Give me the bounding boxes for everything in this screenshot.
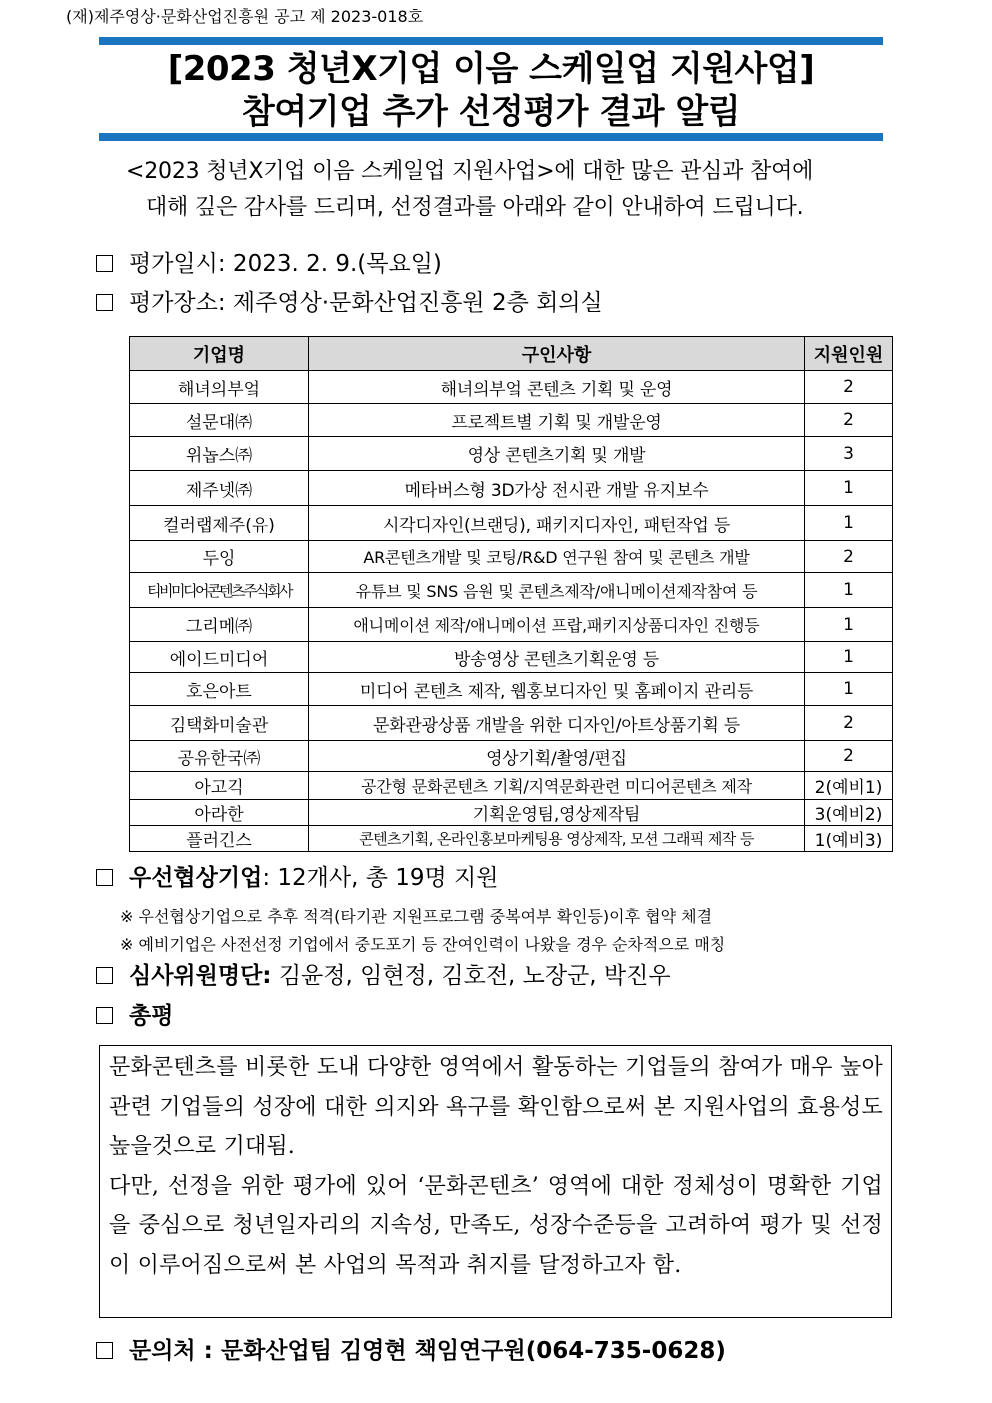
job-description: 방송영상 콘텐츠기획운영 등 xyxy=(309,642,805,673)
company-name: 해녀의부엌 xyxy=(130,371,309,404)
company-name: 컬러랩제주(유) xyxy=(130,506,309,541)
headcount: 1 xyxy=(805,673,893,706)
eval-date: 평가일시: 2023. 2. 9.(목요일) xyxy=(129,251,442,277)
table-row xyxy=(130,471,893,506)
company-name: 두잉 xyxy=(130,541,309,573)
eval-date-item xyxy=(96,249,442,279)
company-name: 티비미디어콘텐츠주식회사 xyxy=(130,573,309,608)
table-row xyxy=(130,437,893,471)
table-row xyxy=(130,573,893,608)
job-description: 애니메이션 제작/애니메이션 프랍,패키지상품디자인 진행등 xyxy=(309,608,805,642)
headcount: 2 xyxy=(805,541,893,573)
priority-item xyxy=(96,863,498,893)
note-priority: ※ 우선협상기업으로 추후 적격(타기관 지원프로그램 중복여부 확인등)이후 협약 체결 xyxy=(120,907,713,926)
table-row xyxy=(130,608,893,642)
review-label: 총평 xyxy=(129,1003,174,1029)
company-name: 위놉스㈜ xyxy=(130,437,309,471)
headcount: 1 xyxy=(805,506,893,541)
table-row xyxy=(130,506,893,541)
table-row xyxy=(130,800,893,826)
company-name: 에이드미디어 xyxy=(130,642,309,673)
company-name: 아라한 xyxy=(130,800,309,826)
table-row xyxy=(130,706,893,741)
page-title-line2: 참여기업 추가 선정평가 결과 알림 xyxy=(241,92,741,132)
contact-info: 문의처 : 문화산업팀 김영현 책임연구원(064-735-0628) xyxy=(129,1338,726,1364)
job-description: 공간형 문화콘텐츠 기획/지역문화관련 미디어콘텐츠 제작 xyxy=(309,772,805,800)
headcount: 2 xyxy=(805,371,893,404)
headcount: 1 xyxy=(805,608,893,642)
job-description: AR콘텐츠개발 및 코팅/R&D 연구원 참여 및 콘텐츠 개발 xyxy=(309,541,805,573)
job-description: 영상 콘텐츠기획 및 개발 xyxy=(309,437,805,471)
headcount: 3(예비2) xyxy=(805,800,893,826)
job-description: 영상기획/촬영/편집 xyxy=(309,741,805,772)
header-count: 지원인원 xyxy=(805,337,893,371)
review-paragraph-2: 다만, 선정을 위한 평가에 있어 ‘문화콘텐츠’ 영역에 대한 정체성이 명확한 기업을 중심으로 청년일자리의 지속성, 만족도, 성장수준등을 고려하여 평가 및 선정이 이루어짐으로써 본 사업의 목적과 취지를 달정하고자 함. xyxy=(109,1173,883,1278)
headcount: 1 xyxy=(805,471,893,506)
job-description: 시각디자인(브랜딩), 패키지디자인, 패턴작업 등 xyxy=(309,506,805,541)
company-table xyxy=(129,336,893,852)
headcount: 1 xyxy=(805,642,893,673)
company-name: 공유한국㈜ xyxy=(130,741,309,772)
table-row xyxy=(130,673,893,706)
notice-number: (재)제주영상·문화산업진흥원 공고 제 2023-018호 xyxy=(66,7,424,26)
company-name: 그리메㈜ xyxy=(130,608,309,642)
job-description: 프로젝트별 기획 및 개발운영 xyxy=(309,404,805,437)
intro-line1: <2023 청년X기업 이음 스케일업 지원사업>에 대한 많은 관심과 참여에 xyxy=(126,159,814,184)
review-item xyxy=(96,1001,173,1031)
header-company: 기업명 xyxy=(130,337,309,371)
judges-names: 김윤정, 임현정, 김호전, 노장군, 박진우 xyxy=(271,963,671,989)
company-name: 제주넷㈜ xyxy=(130,471,309,506)
checkbox-icon xyxy=(96,255,113,272)
job-description: 기획운영팀,영상제작팀 xyxy=(309,800,805,826)
company-name: 김택화미술관 xyxy=(130,706,309,741)
eval-place-item xyxy=(96,288,603,318)
review-box xyxy=(99,1045,892,1318)
company-name: 호은아트 xyxy=(130,673,309,706)
contact-item xyxy=(96,1336,726,1366)
job-description: 유튜브 및 SNS 음원 및 콘텐츠제작/애니메이션제작참여 등 xyxy=(309,573,805,608)
table-row xyxy=(130,371,893,404)
job-description: 메타버스형 3D가상 전시관 개발 유지보수 xyxy=(309,471,805,506)
job-description: 해녀의부엌 콘텐츠 기획 및 운영 xyxy=(309,371,805,404)
table-row xyxy=(130,642,893,673)
table-row xyxy=(130,772,893,800)
judges-item xyxy=(96,961,671,991)
company-name: 플러긴스 xyxy=(130,826,309,852)
job-description: 미디어 콘텐츠 제작, 웹홍보디자인 및 홈페이지 관리등 xyxy=(309,673,805,706)
table-row xyxy=(130,541,893,573)
headcount: 3 xyxy=(805,437,893,471)
table-header-row xyxy=(130,337,893,371)
note-reserve: ※ 예비기업은 사전선정 기업에서 중도포기 등 잔여인력이 나왔을 경우 순차적으로 매칭 xyxy=(120,935,726,954)
title-bottom-rule xyxy=(99,133,883,141)
eval-place: 평가장소: 제주영상·문화산업진흥원 2층 회의실 xyxy=(129,290,603,316)
table-row xyxy=(130,826,893,852)
company-name: 아고긱 xyxy=(130,772,309,800)
intro-line2: 대해 깊은 감사를 드리며, 선정결과를 아래와 같이 안내하여 드립니다. xyxy=(146,195,804,220)
job-description: 콘텐츠기획, 온라인홍보마케팅용 영상제작, 모션 그래픽 제작 등 xyxy=(309,826,805,852)
headcount: 2 xyxy=(805,404,893,437)
table-row xyxy=(130,741,893,772)
title-top-rule xyxy=(99,37,883,45)
page-title-line1: [2023 청년X기업 이음 스케일업 지원사업] xyxy=(167,49,815,89)
headcount: 1(예비3) xyxy=(805,826,893,852)
priority-text: : 12개사, 총 19명 지원 xyxy=(262,865,499,891)
job-description: 문화관광상품 개발을 위한 디자인/아트상품기획 등 xyxy=(309,706,805,741)
headcount: 2 xyxy=(805,741,893,772)
table-row xyxy=(130,404,893,437)
checkbox-icon xyxy=(96,294,113,311)
checkbox-icon xyxy=(96,967,113,984)
checkbox-icon xyxy=(96,1007,113,1024)
review-paragraph-1: 문화콘텐츠를 비롯한 도내 다양한 영역에서 활동하는 기업들의 참여가 매우 높아 관련 기업들의 성장에 대한 의지와 욕구를 확인함으로써 본 지원사업의 효용성도 높을것으로 기대됨. xyxy=(109,1055,883,1159)
company-name: 설문대㈜ xyxy=(130,404,309,437)
header-job: 구인사항 xyxy=(309,337,805,371)
headcount: 1 xyxy=(805,573,893,608)
headcount: 2 xyxy=(805,706,893,741)
priority-label: 우선협상기업 xyxy=(129,865,263,891)
judges-label: 심사위원명단: xyxy=(129,963,272,989)
checkbox-icon xyxy=(96,1342,113,1359)
checkbox-icon xyxy=(96,869,113,886)
headcount: 2(예비1) xyxy=(805,772,893,800)
